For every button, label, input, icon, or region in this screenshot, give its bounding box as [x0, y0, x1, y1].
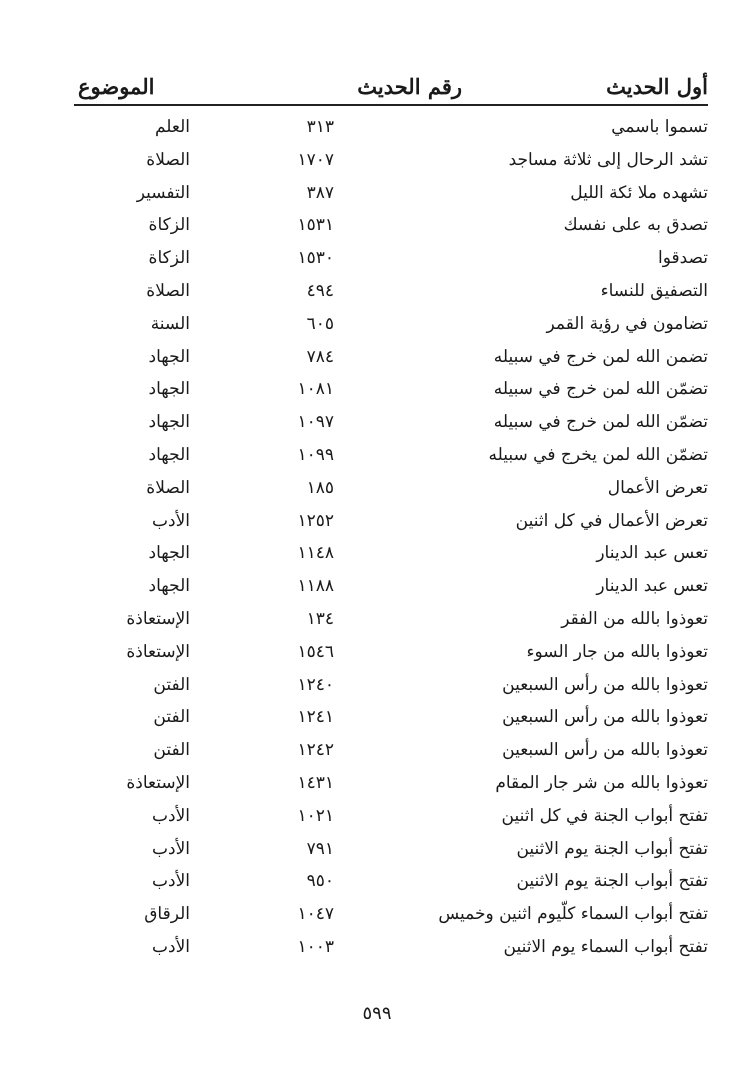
hadith-first-words: تشهده ملا ئكة الليل: [570, 182, 708, 203]
table-row: [0, 375, 754, 408]
hadith-first-words: تشد الرحال إلى ثلاثة مساجد: [508, 149, 708, 170]
hadith-number: ١٢٤١: [297, 707, 334, 728]
hadith-number: ١٠٨١: [297, 379, 334, 400]
hadith-topic: الأدب: [152, 838, 190, 859]
table-row: [0, 671, 754, 704]
table-row: [0, 408, 754, 441]
table-row: [0, 867, 754, 900]
hadith-number: ١١٤٨: [297, 543, 334, 564]
table-row: [0, 146, 754, 179]
hadith-number: ١٠٢١: [297, 805, 334, 826]
table-row: [0, 441, 754, 474]
table-row: [0, 802, 754, 835]
hadith-number: ١٠٩٩: [297, 444, 334, 465]
hadith-topic: الأدب: [152, 805, 190, 826]
hadith-topic: الزكاة: [148, 248, 190, 269]
table-row: [0, 572, 754, 605]
hadith-topic: الرقاق: [144, 904, 190, 925]
hadith-first-words: تفتح أبواب الجنة يوم الاثنين: [516, 871, 708, 892]
table-row: [0, 605, 754, 638]
hadith-number: ١٢٥٢: [297, 510, 334, 531]
hadith-topic: العلم: [154, 117, 190, 137]
table-row: [0, 211, 754, 244]
hadith-number: ١٢٤٠: [297, 674, 334, 695]
hadith-topic: الجهاد: [148, 444, 190, 465]
hadith-first-words: تعوذوا بالله من رأس السبعين: [502, 740, 708, 761]
hadith-topic: السنة: [150, 313, 190, 334]
hadith-number: ١٥٣٠: [297, 248, 334, 269]
table-row: [0, 179, 754, 212]
hadith-number: ١٣٤: [306, 608, 334, 629]
hadith-first-words: تعس عبد الدينار: [596, 543, 708, 564]
hadith-topic: الصلاة: [146, 149, 190, 170]
hadith-first-words: تعس عبد الدينار: [596, 576, 708, 597]
hadith-number: ١٥٣١: [297, 215, 334, 236]
hadith-topic: الإستعاذة: [126, 608, 190, 629]
table-row: [0, 769, 754, 802]
hadith-first-words: تعوذوا بالله من رأس السبعين: [502, 707, 708, 728]
table-row: [0, 638, 754, 671]
hadith-first-words: تعرض الأعمال: [607, 477, 708, 498]
hadith-first-words: تضمن الله لمن خرج في سبيله: [493, 346, 708, 367]
hadith-number: ٤٩٤: [306, 280, 334, 301]
hadith-number: ٧٨٤: [306, 346, 334, 367]
hadith-first-words: تعوذوا بالله من شر جار المقام: [495, 772, 708, 793]
page-number: ٥٩٩: [362, 1003, 392, 1024]
hadith-first-words: تضمّن الله لمن خرج في سبيله: [493, 412, 708, 433]
table-row: [0, 310, 754, 343]
hadith-topic: الأدب: [152, 871, 190, 892]
index-table: [0, 113, 754, 966]
hadith-first-words: تفتح أبواب الجنة في كل اثنين: [501, 805, 708, 826]
hadith-number: ١٠٠٣: [297, 936, 334, 957]
hadith-number: ٣٨٧: [306, 182, 334, 203]
hadith-number: ٩٥٠: [306, 871, 334, 892]
table-row: [0, 244, 754, 277]
table-row: [0, 474, 754, 507]
hadith-first-words: التصفيق للنساء: [600, 280, 708, 301]
table-header: [74, 72, 708, 106]
hadith-number: ٣١٣: [306, 117, 334, 137]
hadith-topic: الفتن: [153, 740, 190, 761]
hadith-number: ١٠٩٧: [297, 412, 334, 433]
hadith-topic: الزكاة: [148, 215, 190, 236]
hadith-topic: الأدب: [152, 936, 190, 957]
hadith-topic: الأدب: [152, 510, 190, 531]
hadith-first-words: تضمّن الله لمن يخرج في سبيله: [488, 444, 708, 465]
hadith-first-words: تعوذوا بالله من الفقر: [561, 608, 708, 629]
hadith-topic: الجهاد: [148, 346, 190, 367]
table-row: [0, 277, 754, 310]
hadith-topic: الصلاة: [146, 477, 190, 498]
table-row: [0, 835, 754, 868]
table-row: [0, 933, 754, 966]
hadith-first-words: تصدقوا: [657, 248, 708, 269]
hadith-topic: الصلاة: [146, 280, 190, 301]
hadith-first-words: تضامون في رؤية القمر: [546, 313, 708, 334]
table-row: [0, 736, 754, 769]
table-row: [0, 539, 754, 572]
hadith-topic: الفتن: [153, 674, 190, 695]
table-row: [0, 343, 754, 376]
hadith-number: ١٥٤٦: [297, 641, 334, 662]
table-row: [0, 900, 754, 933]
hadith-number: ١١٨٨: [297, 576, 334, 597]
hadith-topic: الجهاد: [148, 576, 190, 597]
hadith-topic: الجهاد: [148, 412, 190, 433]
hadith-number: ١٤٣١: [297, 772, 334, 793]
hadith-topic: الجهاد: [148, 379, 190, 400]
hadith-topic: الإستعاذة: [126, 641, 190, 662]
header-topic: الموضوع: [78, 74, 155, 99]
table-row: [0, 113, 754, 146]
hadith-number: ١٨٥: [306, 477, 334, 498]
hadith-first-words: تعرض الأعمال في كل اثنين: [515, 510, 708, 531]
hadith-number: ١٧٠٧: [297, 149, 334, 170]
table-row: [0, 703, 754, 736]
hadith-number: ١٢٤٢: [297, 740, 334, 761]
hadith-first-words: تصدق به على نفسك: [563, 215, 708, 236]
hadith-first-words: تفتح أبواب الجنة يوم الاثنين: [516, 838, 708, 859]
hadith-first-words: تعوذوا بالله من رأس السبعين: [502, 674, 708, 695]
hadith-first-words: تسموا باسمي: [611, 117, 708, 137]
hadith-number: ٧٩١: [306, 838, 334, 859]
hadith-topic: التفسير: [136, 182, 190, 203]
header-hadith-number: رقم الحديث: [357, 74, 462, 99]
hadith-first-words: تضمّن الله لمن خرج في سبيله: [493, 379, 708, 400]
hadith-topic: الجهاد: [148, 543, 190, 564]
hadith-first-words: تعوذوا بالله من جار السوء: [526, 641, 708, 662]
hadith-number: ٦٠٥: [306, 313, 334, 334]
hadith-topic: الفتن: [153, 707, 190, 728]
hadith-first-words: تفتح أبواب السماء كلّيوم اثنين وخميس: [438, 904, 708, 925]
hadith-first-words: تفتح أبواب السماء يوم الاثنين: [503, 936, 708, 957]
hadith-topic: الإستعاذة: [126, 772, 190, 793]
hadith-number: ١٠٤٧: [297, 904, 334, 925]
header-first-words: أول الحديث: [606, 74, 708, 99]
table-row: [0, 507, 754, 540]
